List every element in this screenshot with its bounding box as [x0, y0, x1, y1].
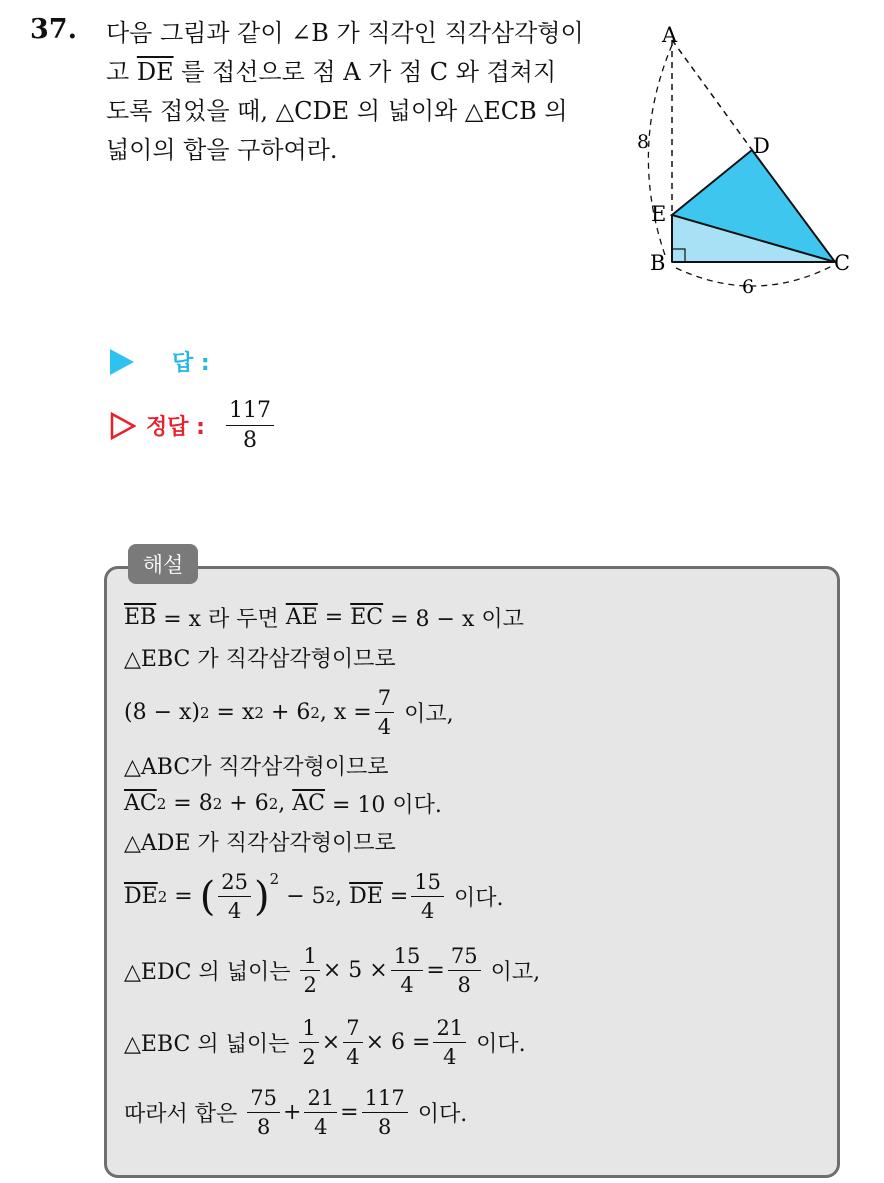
arc-ab — [648, 45, 672, 258]
question-line-2: 고 $\overline{DE}$ 를 접선으로 점 A 가 점 C 와 겹쳐지 — [106, 58, 557, 86]
solution-line-4: △ABC가 직각삼각형이므로 — [124, 755, 389, 780]
segment-de: $\overline{DE}$ — [136, 58, 174, 86]
play-outline-icon — [110, 412, 136, 440]
answer-row — [110, 346, 210, 377]
solution-line-5: $\overline{AC}$ 2 = 8 2 + 6 2 , $\overline{AC}$ = 10 이다. — [124, 791, 442, 818]
solution-line-7: $\overline{DE}$ 2 = ( $\frac{25}{4}$ ) $^2$ − 5 2 , $\overline{DE}$ = $\frac{15}{4}$ 이다. — [124, 870, 504, 924]
correct-answer-label: 정답 : — [146, 415, 205, 441]
solution-tab: 해설 — [128, 544, 198, 584]
question-line-1: 다음 그림과 같이 ∠B 가 직각인 직각삼각형이 — [106, 19, 584, 47]
dashed-ad — [672, 40, 752, 150]
label-a: A — [662, 23, 678, 47]
triangle-figure — [620, 18, 860, 308]
length-bc: 6 — [742, 276, 755, 298]
solution-line-8: △EDC 의 넓이는 $\frac{1}{2}$ × 5 × $\frac{15}{4}$ = $\frac{75}{8}$ 이고, — [124, 944, 541, 998]
question-line-4: 넓이의 합을 구하여라. — [106, 136, 338, 164]
label-d: D — [753, 134, 770, 158]
play-filled-icon — [110, 349, 134, 375]
solution-line-2: △EBC 가 직각삼각형이므로 — [124, 647, 396, 672]
solution-line-3: (8 − x) 2 = x 2 + 6 2 , x = $\frac{7}{4}$ 이고, — [124, 686, 454, 740]
label-e: E — [651, 202, 667, 226]
correct-answer-row — [110, 398, 277, 454]
correct-answer-fraction: $\frac{117}{8}$ — [226, 398, 274, 454]
length-ab: 8 — [637, 131, 650, 153]
solution-line-10: 따라서 합은 $\frac{75}{8}$ + $\frac{21}{4}$ = $\frac{117}{8}$ 이다. — [124, 1086, 468, 1140]
solution-line-9: △EBC 의 넓이는 $\frac{1}{2}$ × $\frac{7}{4}$ × 6 = $\frac{21}{4}$ 이다. — [124, 1016, 526, 1070]
question-text — [106, 14, 616, 170]
answer-label: 답 : — [172, 351, 210, 376]
label-b: B — [650, 251, 666, 275]
solution-line-1: $\overline{EB}$ = x 라 두면 $\overline{AE}$ = $\overline{EC}$ = 8 − x 이고 — [124, 605, 524, 632]
label-c: C — [834, 251, 851, 275]
question-line-3: 도록 접었을 때, △CDE 의 넓이와 △ECB 의 — [106, 97, 568, 125]
question-number: 37. — [30, 14, 77, 45]
solution-line-6: △ADE 가 직각삼각형이므로 — [124, 831, 396, 856]
